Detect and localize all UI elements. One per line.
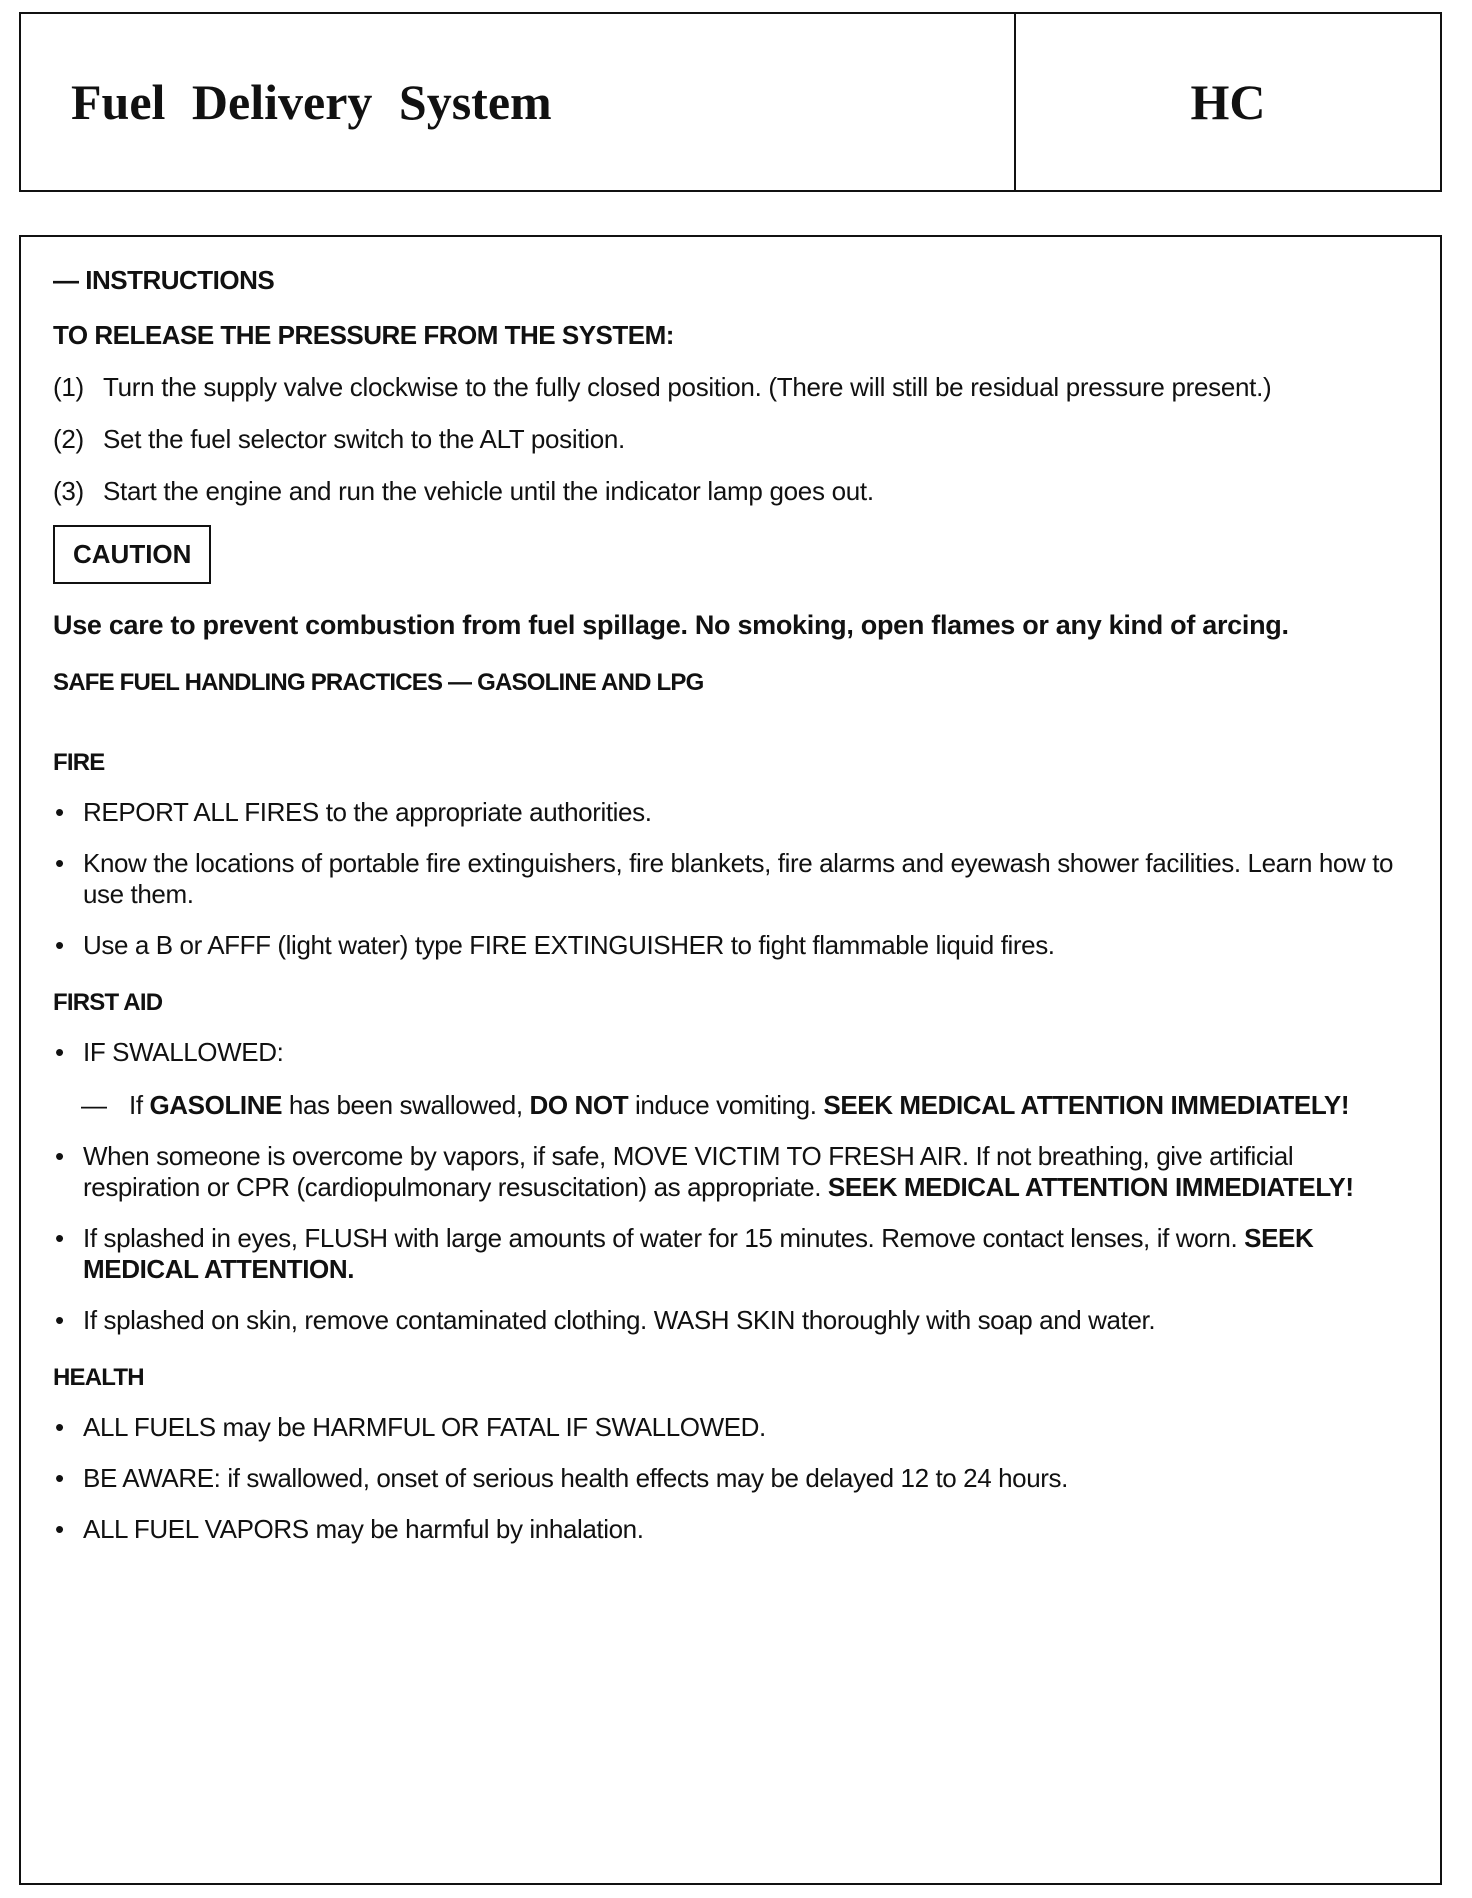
list-item xyxy=(53,848,1408,910)
bullet-icon: • xyxy=(55,1037,64,1067)
list-item-text: Use a B or AFFF (light water) type FIRE EXTINGUISHER to fight flammable liquid fires. xyxy=(83,930,1055,960)
list-item xyxy=(53,1412,1408,1443)
list-item xyxy=(53,930,1408,961)
list-item-text: ALL FUEL VAPORS may be harmful by inhalation. xyxy=(83,1514,644,1544)
step-number: (1) xyxy=(53,372,84,402)
caution-text: Use care to prevent combustion from fuel spillage. No smoking, open flames or any kind of arcing. xyxy=(53,610,1289,640)
content-box xyxy=(19,235,1442,1885)
list-item xyxy=(53,1463,1408,1494)
step-1 xyxy=(53,371,1408,403)
list-item-text: If splashed on skin, remove contaminated clothing. WASH SKIN thoroughly with soap and water. xyxy=(83,1305,1156,1335)
text-run-bold: GASOLINE xyxy=(149,1090,283,1120)
list-item xyxy=(53,797,1408,828)
step-number: (3) xyxy=(53,476,84,506)
dash-icon: — xyxy=(81,1090,107,1120)
list-item-text: IF SWALLOWED: xyxy=(83,1037,284,1067)
list-item-text: REPORT ALL FIRES to the appropriate authorities. xyxy=(83,797,652,827)
list-item xyxy=(53,1141,1408,1203)
text-run: If xyxy=(129,1090,150,1120)
bullet-icon: • xyxy=(55,1305,64,1335)
list-item-text: ALL FUELS may be HARMFUL OR FATAL IF SWALLOWED. xyxy=(83,1412,766,1442)
text-run: has been swallowed, xyxy=(282,1090,530,1120)
text-run-bold: SEEK MEDICAL ATTENTION. xyxy=(83,1223,1314,1284)
step-text: Turn the supply valve clockwise to the fully closed position. (There will still be residual pressure present.) xyxy=(103,372,1272,402)
caution-label: CAUTION xyxy=(53,525,211,584)
text-run-bold: SEEK MEDICAL ATTENTION IMMEDIATELY! xyxy=(827,1172,1354,1202)
sub-list-item xyxy=(53,1090,1408,1121)
list-item xyxy=(53,1305,1408,1336)
bullet-icon: • xyxy=(55,930,64,960)
page-title: Fuel Delivery System xyxy=(71,74,552,130)
bullet-icon: • xyxy=(55,1141,64,1171)
list-item-text xyxy=(83,1223,1408,1285)
step-text: Start the engine and run the vehicle until the indicator lamp goes out. xyxy=(103,476,874,506)
instructions-heading: — INSTRUCTIONS xyxy=(53,265,275,295)
sub-list-item-text xyxy=(129,1090,1408,1121)
step-text: Set the fuel selector switch to the ALT position. xyxy=(103,424,625,454)
step-number: (2) xyxy=(53,424,84,454)
health-heading: HEALTH xyxy=(53,1364,144,1391)
step-3 xyxy=(53,475,1408,507)
safe-handling-heading: SAFE FUEL HANDLING PRACTICES — GASOLINE AND LPG xyxy=(53,669,704,696)
bullet-icon: • xyxy=(55,1223,64,1253)
fire-heading: FIRE xyxy=(53,749,105,776)
text-run-bold: DO NOT xyxy=(529,1090,629,1120)
list-item-text xyxy=(83,1141,1408,1203)
release-pressure-heading: TO RELEASE THE PRESSURE FROM THE SYSTEM: xyxy=(53,320,674,350)
text-run: If splashed in eyes, FLUSH with large amounts of water for 15 minutes. Remove contact lenses, if worn. xyxy=(83,1223,1245,1253)
text-run: When someone is overcome by vapors, if safe, MOVE VICTIM TO FRESH AIR. If not breathing, give artificial respiration or CPR (cardiopulmonary resuscitation) as appropriate. xyxy=(83,1141,1294,1202)
section-code: HC xyxy=(1190,74,1266,130)
step-2 xyxy=(53,423,1408,455)
bullet-icon: • xyxy=(55,1412,64,1442)
header-box xyxy=(19,12,1442,192)
list-item-text: BE AWARE: if swallowed, onset of serious health effects may be delayed 12 to 24 hours. xyxy=(83,1463,1068,1493)
list-item xyxy=(53,1037,1408,1068)
header-title-cell xyxy=(21,14,1016,190)
list-item-text: Know the locations of portable fire extinguishers, fire blankets, fire alarms and eyewash shower facilities. Learn how to use them. xyxy=(83,848,1394,909)
first-aid-heading: FIRST AID xyxy=(53,989,163,1016)
list-item xyxy=(53,1223,1408,1285)
bullet-icon: • xyxy=(55,797,64,827)
bullet-icon: • xyxy=(55,1463,64,1493)
text-run: induce vomiting. xyxy=(628,1090,824,1120)
bullet-icon: • xyxy=(55,1514,64,1544)
bullet-icon: • xyxy=(55,848,64,878)
header-code-cell xyxy=(1016,14,1440,190)
list-item xyxy=(53,1514,1408,1545)
text-run-bold: SEEK MEDICAL ATTENTION IMMEDIATELY! xyxy=(823,1090,1350,1120)
